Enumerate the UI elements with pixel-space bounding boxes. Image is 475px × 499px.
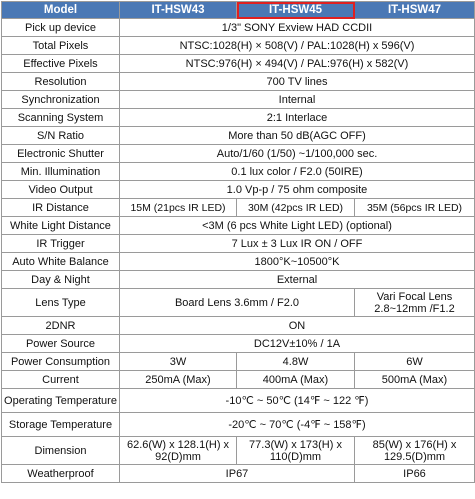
spec-label: Auto White Balance (2, 253, 120, 271)
spec-label: Operating Temperature (2, 389, 120, 413)
spec-label: Pick up device (2, 19, 120, 37)
spec-value: ON (120, 317, 475, 335)
spec-label: Power Consumption (2, 353, 120, 371)
spec-value: 6W (355, 353, 475, 371)
spec-row (2, 73, 475, 91)
spec-value: Internal (120, 91, 475, 109)
spec-table (1, 1, 475, 483)
spec-label: Storage Temperature (2, 413, 120, 437)
spec-row (2, 371, 475, 389)
spec-row (2, 317, 475, 335)
spec-value: IP66 (355, 465, 475, 483)
spec-row (2, 353, 475, 371)
spec-value: DC12V±10% / 1A (120, 335, 475, 353)
spec-value: 1.0 Vp-p / 75 ohm composite (120, 181, 475, 199)
spec-label: Current (2, 371, 120, 389)
spec-value: -10℃ ~ 50℃ (14℉ ~ 122 ℉) (120, 389, 475, 413)
spec-row (2, 181, 475, 199)
spec-label: Electronic Shutter (2, 145, 120, 163)
spec-value: 4.8W (237, 353, 355, 371)
spec-value: 62.6(W) x 128.1(H) x 92(D)mm (120, 437, 237, 465)
spec-value: 700 TV lines (120, 73, 475, 91)
spec-label: Day & Night (2, 271, 120, 289)
spec-value: 85(W) x 176(H) x 129.5(D)mm (355, 437, 475, 465)
spec-label: Effective Pixels (2, 55, 120, 73)
spec-value: NTSC:1028(H) × 508(V) / PAL:1028(H) x 596(V) (120, 37, 475, 55)
spec-label: Video Output (2, 181, 120, 199)
header-row (2, 2, 475, 19)
spec-row (2, 37, 475, 55)
spec-row (2, 19, 475, 37)
spec-row (2, 145, 475, 163)
spec-value: Board Lens 3.6mm / F2.0 (120, 289, 355, 317)
spec-value: 35M (56pcs IR LED) (355, 199, 475, 217)
spec-label: Total Pixels (2, 37, 120, 55)
spec-value: 1800°K~10500°K (120, 253, 475, 271)
spec-value: 3W (120, 353, 237, 371)
spec-value: 400mA (Max) (237, 371, 355, 389)
spec-value: 0.1 lux color / F2.0 (50IRE) (120, 163, 475, 181)
spec-row (2, 127, 475, 145)
spec-row (2, 271, 475, 289)
spec-label: 2DNR (2, 317, 120, 335)
spec-row (2, 235, 475, 253)
spec-row (2, 109, 475, 127)
model-header-it-hsw45: IT-HSW45 (237, 2, 355, 19)
spec-label: Lens Type (2, 289, 120, 317)
model-header: Model (2, 2, 120, 19)
spec-row (2, 55, 475, 73)
spec-label: Power Source (2, 335, 120, 353)
spec-value: 30M (42pcs IR LED) (237, 199, 355, 217)
spec-value: NTSC:976(H) × 494(V) / PAL:976(H) x 582(V) (120, 55, 475, 73)
spec-row (2, 413, 475, 437)
spec-value: Vari Focal Lens 2.8~12mm /F1.2 (355, 289, 475, 317)
spec-row (2, 163, 475, 181)
spec-value: 500mA (Max) (355, 371, 475, 389)
spec-row (2, 217, 475, 235)
spec-value: 7 Lux ± 3 Lux IR ON / OFF (120, 235, 475, 253)
spec-value: More than 50 dB(AGC OFF) (120, 127, 475, 145)
spec-value: IP67 (120, 465, 355, 483)
spec-value: 2:1 Interlace (120, 109, 475, 127)
spec-row (2, 253, 475, 271)
model-header-it-hsw47: IT-HSW47 (355, 2, 475, 19)
spec-label: Dimension (2, 437, 120, 465)
spec-row (2, 199, 475, 217)
spec-row (2, 335, 475, 353)
spec-row (2, 91, 475, 109)
spec-label: Min. Illumination (2, 163, 120, 181)
spec-label: Resolution (2, 73, 120, 91)
spec-label: Weatherproof (2, 465, 120, 483)
spec-row (2, 389, 475, 413)
spec-body (2, 19, 475, 483)
spec-row (2, 437, 475, 465)
spec-value: 15M (21pcs IR LED) (120, 199, 237, 217)
spec-value: <3M (6 pcs White Light LED) (optional) (120, 217, 475, 235)
spec-value: 250mA (Max) (120, 371, 237, 389)
spec-row (2, 289, 475, 317)
spec-label: White Light Distance (2, 217, 120, 235)
spec-label: Synchronization (2, 91, 120, 109)
spec-value: 77.3(W) x 173(H) x 110(D)mm (237, 437, 355, 465)
spec-row (2, 465, 475, 483)
spec-label: S/N Ratio (2, 127, 120, 145)
spec-label: IR Trigger (2, 235, 120, 253)
spec-label: IR Distance (2, 199, 120, 217)
spec-value: -20℃ ~ 70℃ (-4℉ ~ 158℉) (120, 413, 475, 437)
spec-value: Auto/1/60 (1/50) ~1/100,000 sec. (120, 145, 475, 163)
spec-value: 1/3" SONY Exview HAD CCDII (120, 19, 475, 37)
spec-label: Scanning System (2, 109, 120, 127)
spec-value: External (120, 271, 475, 289)
model-header-it-hsw43: IT-HSW43 (120, 2, 237, 19)
